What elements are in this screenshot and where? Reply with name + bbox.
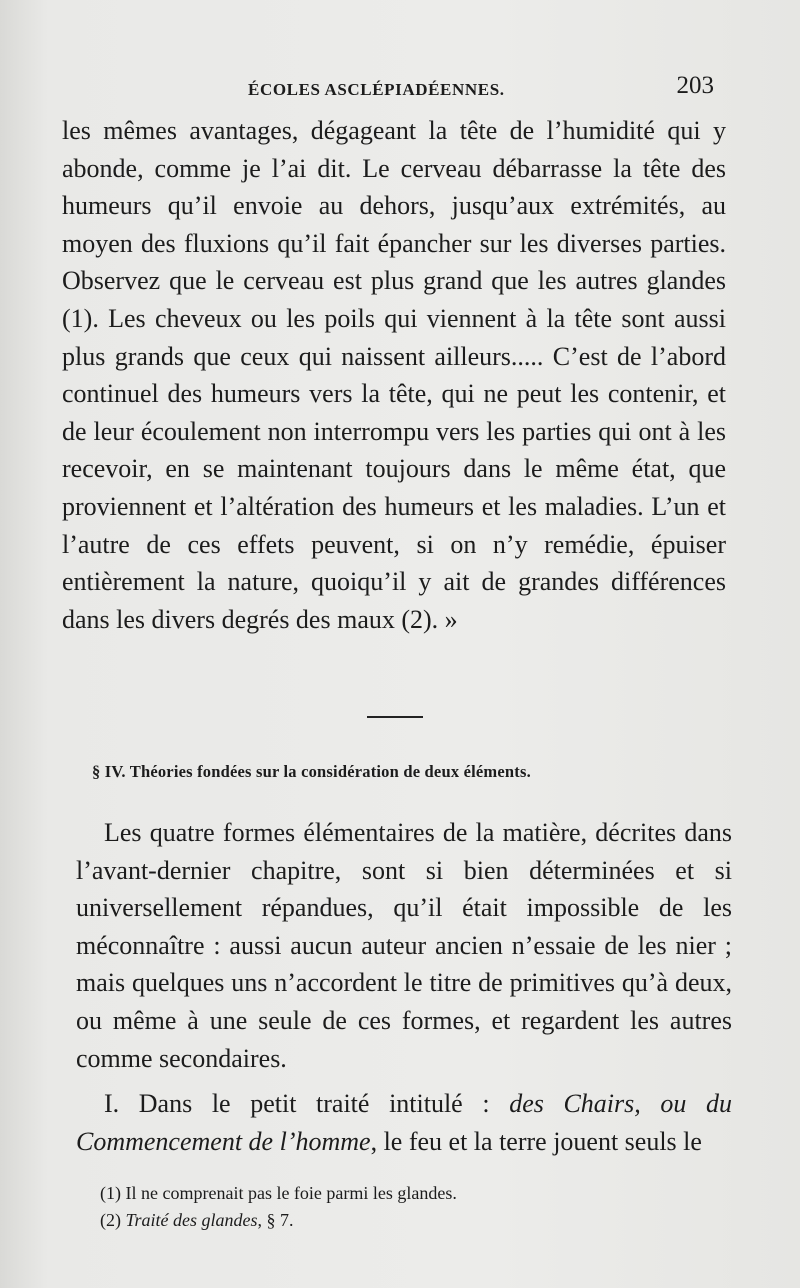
section-divider [367,716,423,718]
paragraph-continued: les mêmes avantages, dégageant la tête de l’humidité qui y abonde, comme je l’ai dit. Le cerveau débarrasse la tête des humeurs qu’il envoie au dehors, jusqu’aux extrémités, au moyen des fluxions qu’il fait épancher sur les diverses parties. Observez que le cerveau est plus grand que les autres glandes (1). Les cheveux ou les poils qui viennent à la tête sont aussi plus grands que ceux qui naissent ailleurs..... C’est de l’abord continuel des humeurs vers la tête, qui ne peut les contenir, et de leur écoulement non interrompu vers les parties qui ont à les recevoir, en se maintenant toujours dans le même état, que proviennent et l’altération des humeurs et les maladies. L’un et l’autre de ces effets peuvent, si on n’y remédie, épuiser entièrement la nature, quoiqu’il y ait de grandes différences dans les divers degrés des maux (2). » [62,116,726,634]
paragraph-2-start: I. Dans le petit traité intitulé : [104,1089,510,1119]
footnote-2 [100,1207,720,1234]
paragraph-2-title: des Chairs, ou du Commencement de l’homme [76,1089,732,1156]
body-text-bottom [76,814,732,1160]
footnotes [100,1180,720,1234]
page-number: 203 [676,72,714,99]
running-head [60,72,740,106]
body-text-top [62,112,726,638]
paragraph-2-end: , le feu et la terre jouent seuls le [370,1126,702,1156]
footnote-2-text: , § 7. [257,1210,294,1230]
footnote-1-text: Il ne comprenait pas le foie parmi les glandes. [125,1183,457,1203]
running-title: ÉCOLES ASCLÉPIADÉENNES. [248,80,505,99]
footnote-1-mark: (1) [100,1183,121,1203]
footnote-2-mark: (2) [100,1210,121,1230]
section-heading: § IV. Théories fondées sur la considération de deux éléments. [92,762,531,781]
footnote-1 [100,1180,720,1207]
paragraph-2 [76,1085,732,1160]
paragraph-1: Les quatre formes élémentaires de la matière, décrites dans l’avant-dernier chapitre, sont si bien déterminées et si universellement répandues, qu’il était impossible de les méconnaître : aussi aucun auteur ancien n’essaie de les nier ; mais quelques uns n’accordent le titre de primitives qu’à deux, ou même à une seule de ces formes, et regardent les autres comme secondaires. [76,818,732,1073]
footnote-2-title: Traité des glandes [125,1210,258,1230]
